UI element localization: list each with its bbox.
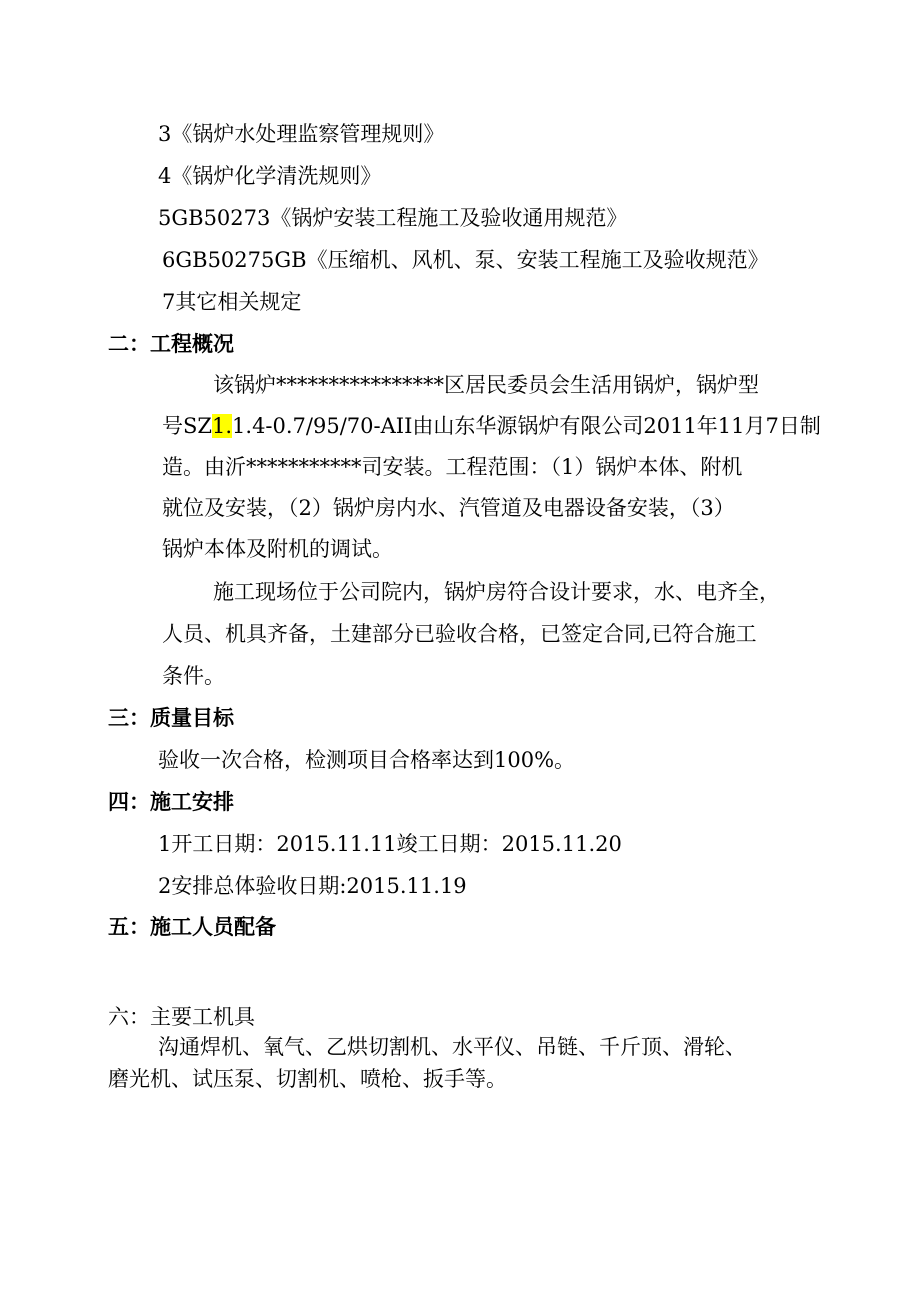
section-2-paragraph-1-line-5: 锅炉本体及附机的调试。 [162, 537, 393, 561]
reference-item-7: 7其它相关规定 [162, 290, 302, 314]
section-3-heading: 三：质量目标 [108, 706, 234, 730]
highlighted-text: 1. [211, 414, 233, 438]
reference-item-6: 6GB50275GB《压缩机、风机、泵、安装工程施工及验收规范》 [162, 248, 769, 272]
quality-target-text: 验收一次合格，检测项目合格率达到100%。 [158, 748, 576, 772]
section-6-heading: 六：主要工机具 [108, 1005, 255, 1029]
tools-list-line-1: 沟通焊机、氧气、乙烘切割机、水平仪、吊链、千斤顶、滑轮、 [158, 1035, 746, 1059]
reference-item-5: 5GB50273《锅炉安装工程施工及验收通用规范》 [158, 206, 628, 230]
section-2-paragraph-1-line-2 [162, 411, 821, 441]
section-4-heading: 四：施工安排 [108, 790, 234, 814]
section-2-paragraph-2-line-3: 条件。 [162, 664, 225, 688]
section-2-paragraph-1-line-1: 该锅炉****************区居民委员会生活用锅炉，锅炉型 [213, 373, 759, 397]
tools-list-line-2: 磨光机、试压泵、切割机、喷枪、扳手等。 [108, 1067, 507, 1091]
model-prefix: 号SZ [162, 414, 212, 438]
schedule-item-2: 2安排总体验收日期:2015.11.19 [158, 874, 467, 898]
section-2-paragraph-1-line-3: 造。由沂***********司安装。工程范围：（1）锅炉本体、附机 [162, 455, 743, 479]
section-2-paragraph-2-line-1: 施工现场位于公司院内，锅炉房符合设计要求，水、电齐全， [213, 580, 780, 604]
section-5-heading: 五：施工人员配备 [108, 915, 276, 939]
model-rest: 1.4-0.7/95/70-AII由山东华源锅炉有限公司2011年11月7日制 [232, 414, 821, 438]
reference-item-4: 4《锅炉化学清洗规则》 [158, 164, 382, 188]
section-2-paragraph-1-line-4: 就位及安装，（2）锅炉房内水、汽管道及电器设备安装，（3） [162, 496, 735, 520]
schedule-item-1: 1开工日期：2015.11.11竣工日期：2015.11.20 [158, 832, 622, 856]
section-2-paragraph-2-line-2: 人员、机具齐备，土建部分已验收合格，已签定合同,已符合施工 [162, 622, 757, 646]
reference-item-3: 3《锅炉水处理监察管理规则》 [158, 122, 445, 146]
section-2-heading: 二：工程概况 [108, 332, 234, 356]
